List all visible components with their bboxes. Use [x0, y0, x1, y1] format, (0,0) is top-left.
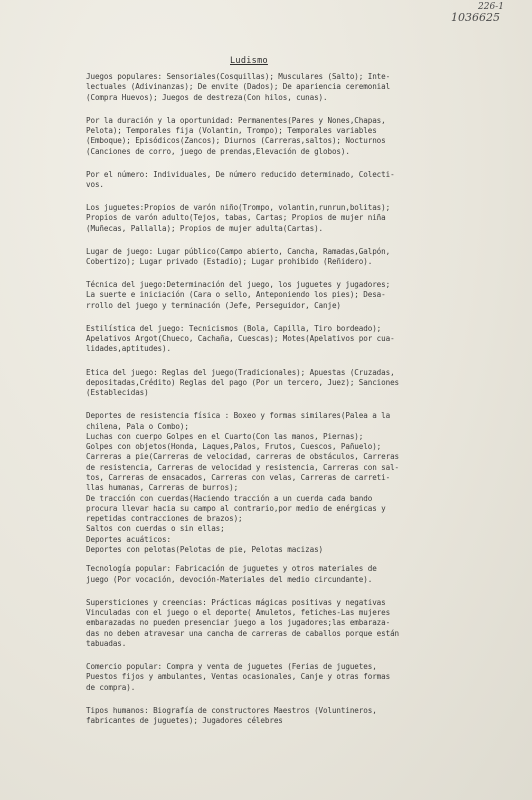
text-line: Tipos humanos: Biografía de constructores Maestros (Voluntineros,	[86, 705, 377, 715]
text-line: Cobertizo); Lugar privado (Estadio); Lugar prohibido (Reñidero).	[86, 257, 373, 267]
text-line: Los juguetes:Propios de varón niño(Trompo, volantin,runrun,bolitas);	[86, 203, 391, 213]
text-line: repetidas contracciones de brazos);	[86, 514, 243, 524]
document-title: Ludismo	[230, 56, 268, 66]
text-line: Tecnología popular: Fabricación de juguetes y otros materiales de	[86, 564, 377, 574]
text-line: Golpes con objetos(Honda, Laques,Palos, Frutos, Cuescos, Pañuelo);	[86, 442, 382, 452]
text-line: Apelativos Argot(Chueco, Cachaña, Cuescas); Motes(Apelativos por cua-	[86, 334, 395, 344]
text-line: De tracción con cuerdas(Haciendo tracción a un cuerda cada bando	[86, 493, 373, 503]
text-line: La suerte e iniciación (Cara o sello, Anteponiendo los pies); Desa-	[86, 290, 386, 300]
text-line: Técnica del juego:Determinación del juego, los juguetes y jugadores;	[86, 280, 391, 290]
text-line: lectuales (Adivinanzas); De envite (Dados); De apariencia ceremonial	[86, 82, 391, 92]
paragraph-tecnologia	[86, 564, 526, 585]
paragraph-deportes	[86, 411, 526, 555]
text-line: Por la duración y la oportunidad: Permanentes(Pares y Nones,Chapas,	[86, 115, 386, 125]
text-line: Vinculadas con el juego o el deporte( Amuletos, fetiches-Las mujeres	[86, 608, 391, 618]
text-line: juego (Por vocación, devoción-Materiales del medio circundante).	[86, 574, 373, 584]
paragraph-etica	[86, 368, 526, 399]
text-line: tabuadas.	[86, 638, 127, 648]
text-line: Supersticiones y creencias: Prácticas mágicas positivas y negativas	[86, 597, 386, 607]
paragraph-juegos-populares	[86, 72, 526, 103]
text-line: embarazadas no pueden presenciar juego a los jugadores;las embaraza-	[86, 618, 391, 628]
text-line: de compra).	[86, 682, 136, 692]
paragraph-tecnica	[86, 280, 526, 311]
document-body	[86, 72, 526, 739]
text-line: Por el número: Individuales, De número reducido determinado, Colecti-	[86, 169, 395, 179]
text-line: Lugar de juego: Lugar público(Campo abierto, Cancha, Ramadas,Galpón,	[86, 246, 391, 256]
paragraph-juguetes	[86, 203, 526, 234]
text-line: (Establecidas)	[86, 388, 149, 398]
paragraph-estilistica	[86, 324, 526, 355]
text-line: lidades,aptitudes).	[86, 344, 171, 354]
text-line: rrollo del juego y terminación (Jefe, Perseguidor, Canje)	[86, 300, 341, 310]
text-line: Saltos con cuerdas o sin ellas;	[86, 524, 225, 534]
handwritten-catalog-number: 1036625	[451, 11, 500, 24]
text-line: fabricantes de juguetes); Jugadores célebres	[86, 716, 283, 726]
text-line: (Emboque); Episódicos(Zancos); Diurnos (Carreras,saltos); Nocturnos	[86, 136, 386, 146]
paragraph-duracion	[86, 116, 526, 157]
text-line: procura llevar hacia su campo al contrario,por medio de enérgicas y	[86, 503, 386, 513]
text-line: das no deben atravesar una cancha de carreras de caballos porque están	[86, 628, 400, 638]
text-line: llas humanas, Carreras de burros);	[86, 483, 239, 493]
paragraph-tipos	[86, 706, 526, 727]
paragraph-numero	[86, 170, 526, 191]
text-line: (Canciones de corro, juego de prendas,Elevación de globos).	[86, 146, 350, 156]
text-line: Deportes acuáticos:	[86, 534, 171, 544]
paragraph-lugar	[86, 247, 526, 268]
text-line: tos, Carreras de ensacados, Carreras con velas, Carreras de carreti-	[86, 472, 391, 482]
text-line: vos.	[86, 179, 104, 189]
text-line: Comercio popular: Compra y venta de juguetes (Ferias de juguetes,	[86, 662, 377, 672]
text-line: Puestos fijos y ambulantes, Ventas ocasionales, Canje y otras formas	[86, 672, 391, 682]
text-line: Carreras a pie(Carreras de velocidad, carreras de obstáculos, Carreras	[86, 452, 400, 462]
text-line: Etica del juego: Reglas del juego(Tradicionales); Apuestas (Cruzadas,	[86, 367, 395, 377]
text-line: Pelota); Temporales fija (Volantin, Trompo); Temporales variables	[86, 125, 377, 135]
paragraph-supersticiones	[86, 598, 526, 649]
handwritten-annotation: 226-1	[478, 2, 504, 12]
text-line: (Muñecas, Pallalla); Propios de mujer adulta(Cartas).	[86, 223, 324, 233]
text-line: Estilística del juego: Tecnicismos (Bola, Capilla, Tiro bordeado);	[86, 323, 382, 333]
text-line: chilena, Pala o Combo);	[86, 421, 189, 431]
text-line: depositadas,Crédito) Reglas del pago (Por un tercero, Juez); Sanciones	[86, 377, 400, 387]
text-line: (Compra Huevos); Juegos de destreza(Con hilos, cunas).	[86, 92, 328, 102]
text-line: Luchas con cuerpo Golpes en el Cuarto(Con las manos, Piernas);	[86, 431, 364, 441]
text-line: Deportes con pelotas(Pelotas de pie, Pelotas macizas)	[86, 545, 324, 555]
paragraph-comercio	[86, 662, 526, 693]
text-line: Propios de varón adulto(Tejos, tabas, Cartas; Propios de mujer niña	[86, 213, 386, 223]
text-line: de resistencia, Carreras de velocidad y resistencia, Carreras con sal-	[86, 462, 400, 472]
text-line: Deportes de resistencia física : Boxeo y formas similares(Palea a la	[86, 411, 391, 421]
text-line: Juegos populares: Sensoriales(Cosquillas); Musculares (Salto); Inte-	[86, 72, 391, 81]
